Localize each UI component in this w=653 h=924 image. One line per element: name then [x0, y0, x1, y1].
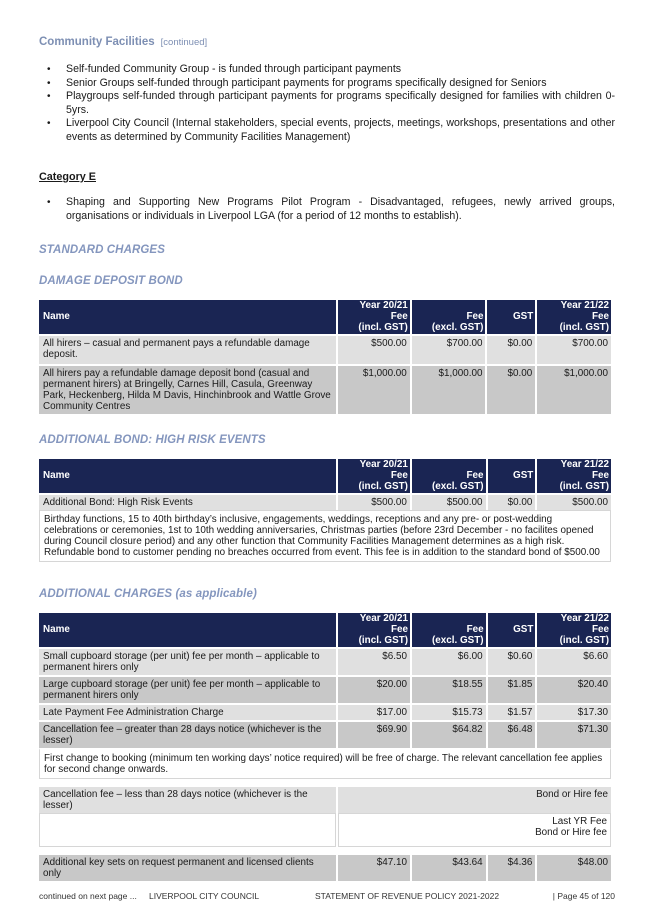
damage-bond-table [37, 300, 613, 414]
table-header-row [39, 300, 611, 334]
bullet-icon: • [47, 77, 51, 89]
table-row: Cancellation fee – less than 28 days notice (whichever is the lesser) Bond or Hire fee [39, 785, 611, 813]
bullet-icon: • [47, 64, 51, 75]
footer-statement: STATEMENT OF REVENUE POLICY 2021-2022 [315, 891, 500, 901]
table-row: Additional Bond: High Risk Events $500.00 $500.00 $0.00 $500.00 [39, 493, 611, 510]
table-row: Last YR Fee Bond or Hire fee [39, 813, 611, 847]
col-name: Name [39, 300, 336, 334]
damage-bond-heading: DAMAGE DEPOSIT BOND [39, 275, 183, 287]
booking-change-note: First change to booking (minimum ten working days’ notice required) will be free of charge. The relevant cancellation fee applies for second change onwards. [39, 748, 611, 779]
category-bullets [39, 63, 615, 144]
high-risk-note: Birthday functions, 15 to 40th birthday’s inclusive, engagements, weddings, receptions and any pre- or post-wedding celebrations or ceremonies, 1st to 10th wedding anniversaries, Christmas parties (before 23rd December - no facilites opened during Council closure period) and any other function that Community Facilities Management determines as a high risk. Refundable bond to customer pending no breaches occurred from event. This fee is in addition to the standard bond of $500.00 [39, 510, 611, 562]
table-row: All hirers pay a refundable damage deposit bond (casual and permanent hirers) at Bringelly, Carnes Hill, Casula, Greenway Park, Heckenberg, Hilda M Davis, Hinchinbrook and Wattle Grove Community Centres $1,000.00 $1,000.00 $0.00 $1,000.00 [39, 364, 611, 414]
table-note-row [39, 510, 611, 562]
section-title [39, 36, 615, 48]
bullet-icon: • [47, 91, 51, 102]
footer-council: LIVERPOOL CITY COUNCIL [149, 891, 260, 901]
continued-label: [continued] [160, 37, 208, 48]
col-year-2021: Year 20/21 Fee (incl. GST) [338, 300, 410, 334]
table-row: Late Payment Fee Administration Charge $17.00 $15.73 $1.57 $17.30 [39, 703, 611, 720]
standard-charges-heading: STANDARD CHARGES [39, 244, 165, 256]
bullet-icon: • [47, 197, 51, 208]
table-row: Cancellation fee – greater than 28 days notice (whichever is the lesser) $69.90 $64.82 $6.48 $71.30 [39, 720, 611, 748]
bullet-item: • Senior Groups self-funded through participant payments for programs specifically designed for Seniors [47, 76, 547, 89]
additional-charges-heading: ADDITIONAL CHARGES (as applicable) [39, 588, 257, 600]
col-gst: GST [487, 300, 535, 334]
section-title-text: Community Facilities [39, 36, 155, 48]
table-note-row [39, 748, 611, 779]
bullet-item: • Playgroups self-funded through participant payments for programs specifically designed for families with children 0-5yrs. [47, 90, 615, 116]
page-content [39, 36, 615, 881]
category-e-heading: Category E [39, 171, 96, 183]
bullet-item: • Self-funded Community Group - is funded through participant payments [47, 63, 402, 75]
col-fee-excl: Fee (excl. GST) [412, 300, 486, 334]
category-e-bullets [39, 196, 615, 223]
table-row: All hirers – casual and permanent pays a refundable damage deposit. $500.00 $700.00 $0.00 $700.00 [39, 334, 611, 364]
table-header-row: Name Year 20/21 Fee (incl. GST) Fee (excl. GST) GST Year 21/22 Fee (incl. GST) [39, 459, 611, 493]
additional-charges-table [37, 613, 613, 881]
bullet-item: • Liverpool City Council (Internal stakeholders, special events, projects, meetings, workshops, presentations and other events as determined by Community Facilities Management) [47, 117, 615, 143]
table-header-row: Name Year 20/21 Fee (incl. GST) Fee (excl. GST) GST Year 21/22 Fee (incl. GST) [39, 613, 611, 647]
bullet-icon: • [47, 118, 51, 129]
footer-page-number: | Page 45 of 120 [552, 891, 615, 901]
bullet-item: • Shaping and Supporting New Programs Pilot Program - Disadvantaged, refugees, newly arrived groups, organisations or individuals in Liverpool LGA (for a period of 12 months to establish). [47, 196, 615, 222]
high-risk-table [37, 459, 613, 562]
table-row: Large cupboard storage (per unit) fee per month – applicable to permanent hirers only $20.00 $18.55 $1.85 $20.40 [39, 675, 611, 703]
high-risk-heading: ADDITIONAL BOND: HIGH RISK EVENTS [39, 434, 266, 446]
table-row: Additional key sets on request permanent and licensed clients only $47.10 $43.64 $4.36 $48.00 [39, 853, 611, 881]
footer-continued: continued on next page ... [39, 891, 137, 901]
table-row: Small cupboard storage (per unit) fee per month – applicable to permanent hirers only $6.50 $6.00 $0.60 $6.60 [39, 647, 611, 675]
page-footer [39, 891, 615, 905]
col-year-2122: Year 21/22 Fee (incl. GST) [537, 300, 611, 334]
